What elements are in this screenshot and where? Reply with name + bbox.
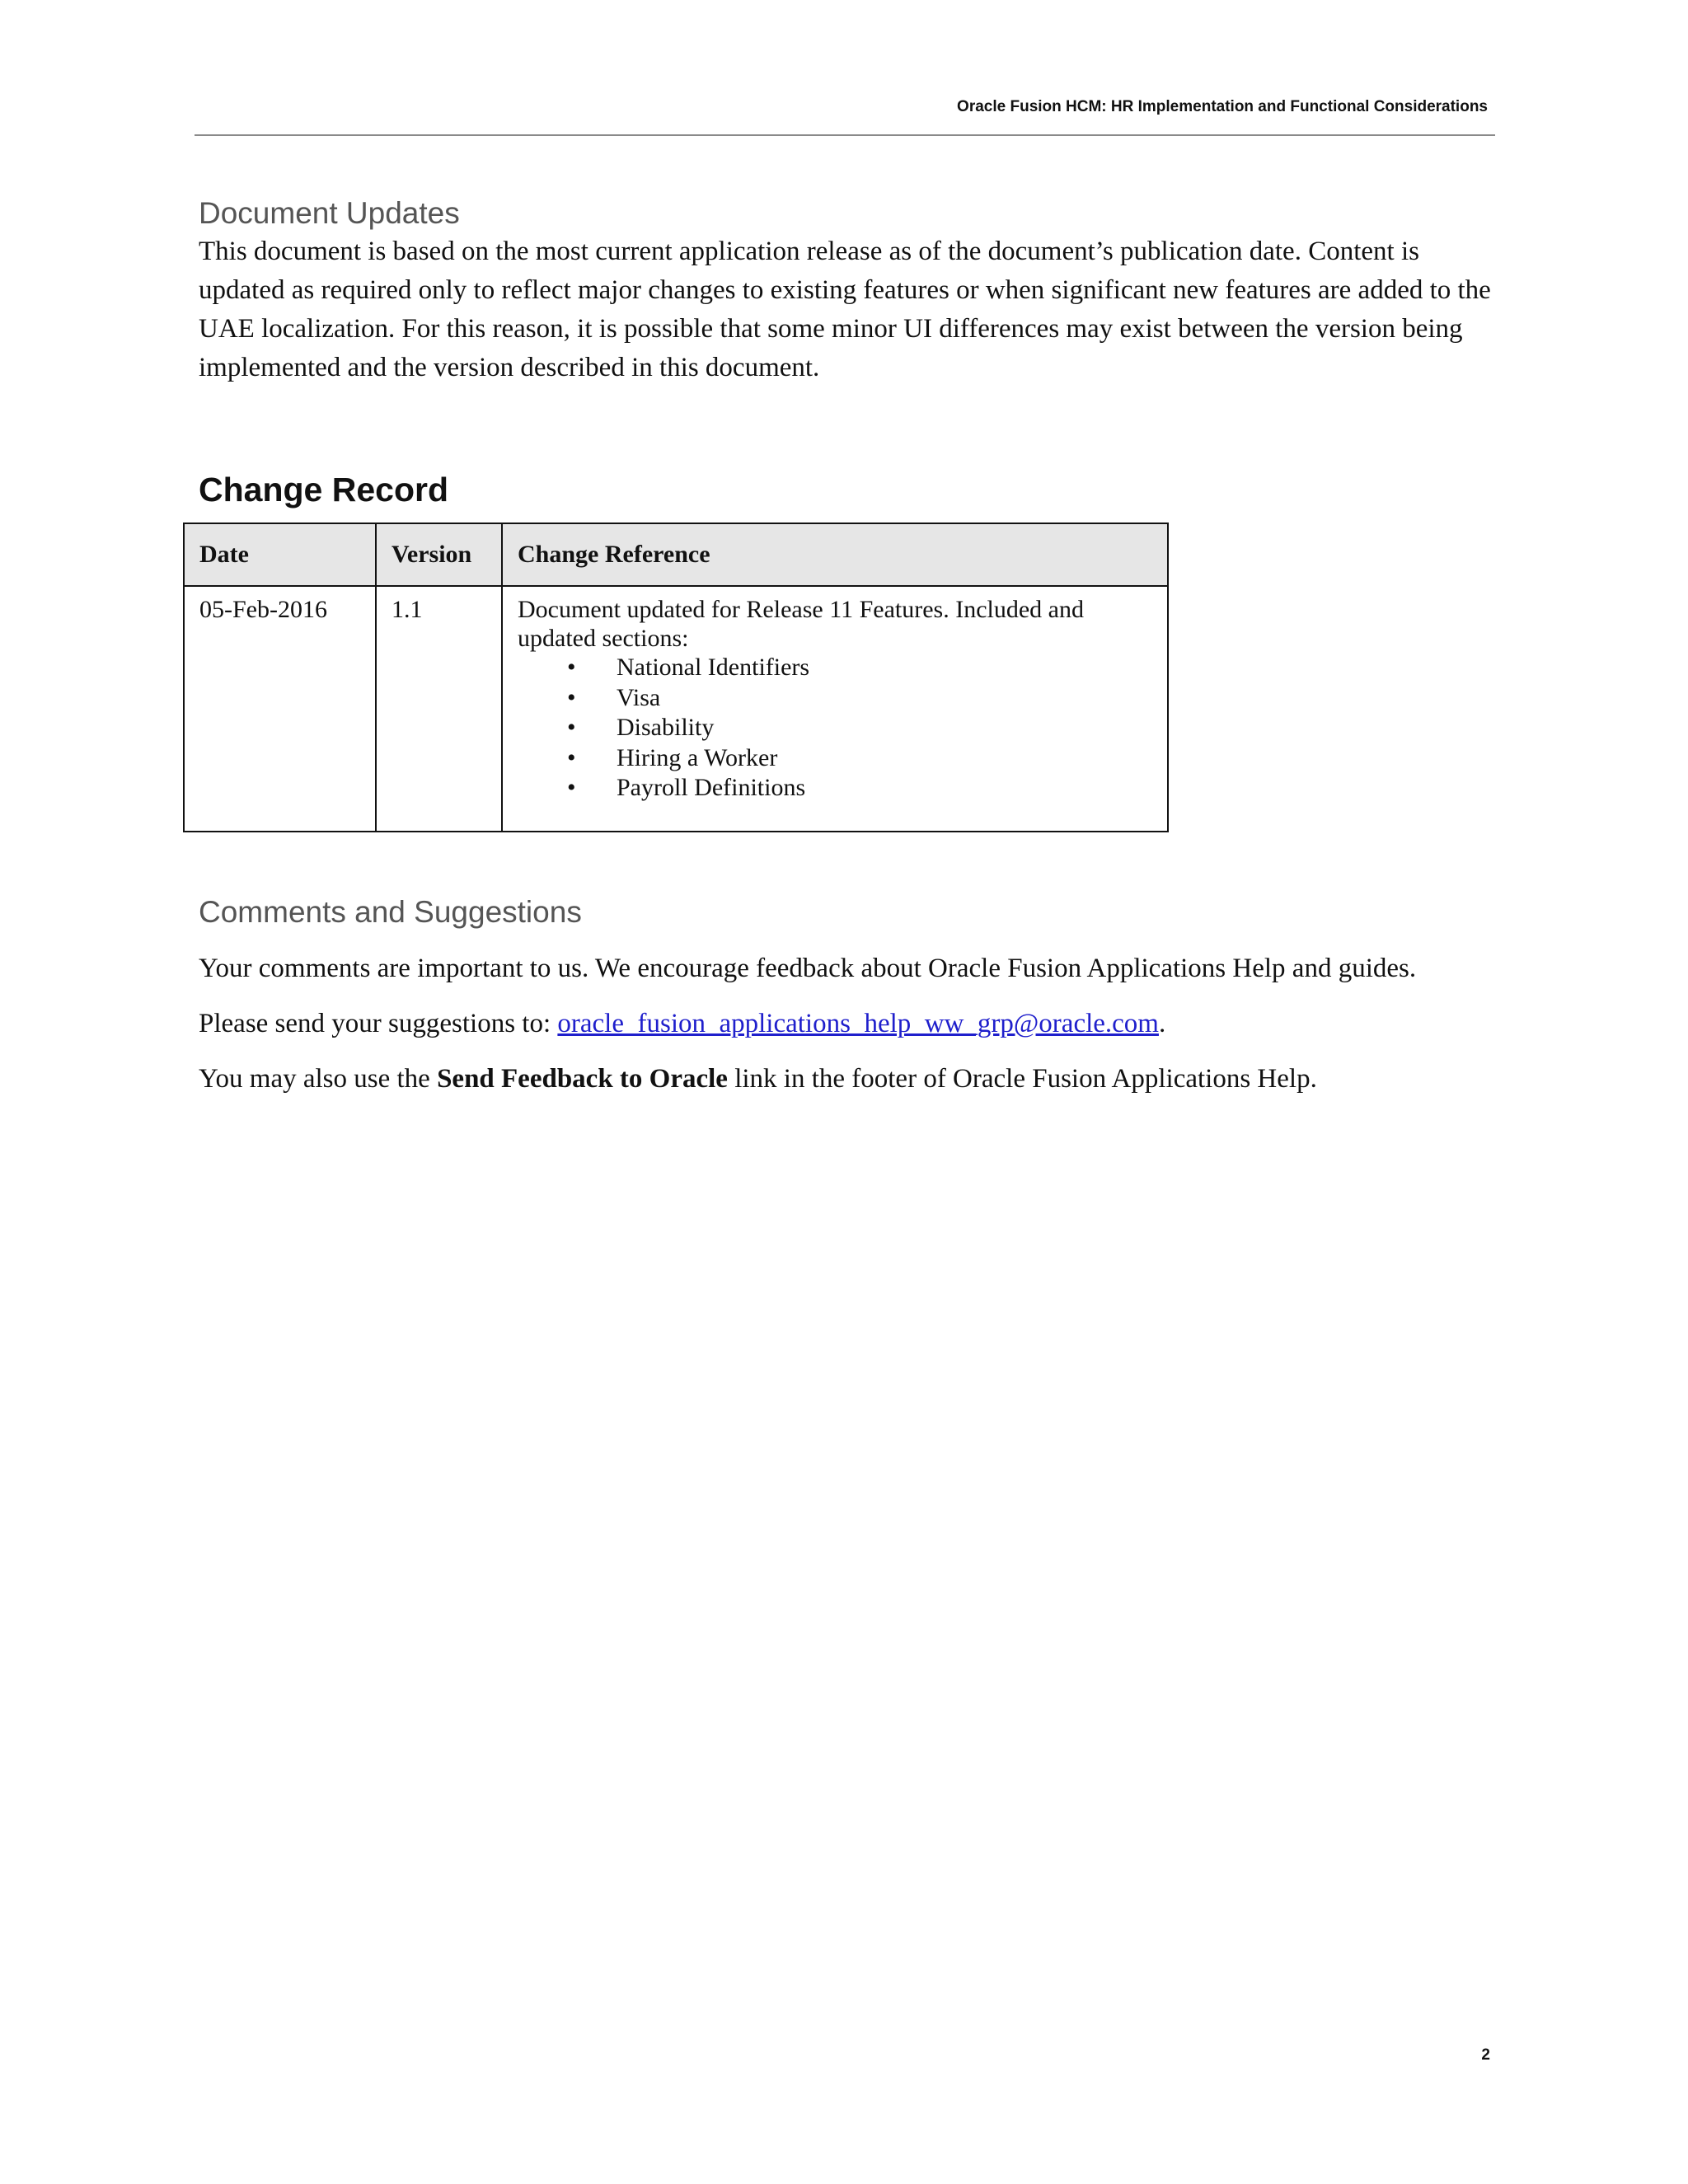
- page-number: 2: [1481, 2046, 1490, 2064]
- cell-change-reference: [502, 586, 1168, 832]
- send-feedback-label: Send Feedback to Oracle: [437, 1064, 728, 1094]
- document-updates-paragraph: This document is based on the most current application release as of the document’s publication date. Content is updated as required only to reflect major changes to existing features or when significant new features are added to the UAE localization. For this reason, it is possible that some minor UI differences may exist between the version being implemented and the version described in this document.: [199, 237, 1491, 382]
- updated-sections-list: [518, 653, 1152, 804]
- feedback-email-link[interactable]: oracle_fusion_applications_help_ww_grp@oracle.com: [557, 1009, 1159, 1038]
- column-header-version: Version: [376, 523, 502, 586]
- column-header-change-reference: Change Reference: [502, 523, 1168, 586]
- list-item: [567, 653, 1152, 683]
- table-header-row: [184, 523, 1168, 586]
- comments-heading: Comments and Suggestions: [199, 895, 582, 929]
- list-item: [567, 773, 1152, 804]
- header-divider: [195, 134, 1495, 136]
- list-item-label: Payroll Definitions: [617, 774, 806, 801]
- bullet-icon: •: [567, 714, 576, 741]
- list-item-label: National Identifiers: [617, 654, 810, 681]
- suggestions-suffix: .: [1158, 1009, 1166, 1038]
- change-record-table: [183, 523, 1169, 832]
- cell-version: 1.1: [376, 586, 502, 832]
- cell-date: 05-Feb-2016: [184, 586, 376, 832]
- comments-paragraph-1: Your comments are important to us. We encourage feedback about Oracle Fusion Applications Help and guides.: [199, 954, 1417, 983]
- change-reference-intro: Document updated for Release 11 Features. Included and updated sections:: [518, 596, 1084, 652]
- bullet-icon: •: [567, 654, 576, 681]
- list-item-label: Visa: [617, 683, 661, 711]
- list-item: [567, 713, 1152, 743]
- table-row: [184, 586, 1168, 832]
- bullet-icon: •: [567, 743, 576, 771]
- bullet-icon: •: [567, 774, 576, 801]
- list-item: [567, 683, 1152, 714]
- feedback-prefix: You may also use the: [199, 1064, 438, 1094]
- list-item-label: Hiring a Worker: [617, 743, 778, 771]
- suggestions-prefix: Please send your suggestions to:: [199, 1009, 558, 1038]
- column-header-date: Date: [184, 523, 376, 586]
- bullet-icon: •: [567, 683, 576, 711]
- change-record-heading: Change Record: [199, 471, 448, 509]
- list-item-label: Disability: [617, 714, 715, 741]
- list-item: [567, 743, 1152, 774]
- comments-paragraph-3: [199, 1060, 1509, 1099]
- running-header-title: Oracle Fusion HCM: HR Implementation and Functional Considerations: [957, 98, 1488, 115]
- comments-paragraph-2: [199, 1005, 1509, 1043]
- feedback-suffix: link in the footer of Oracle Fusion Applications Help.: [727, 1064, 1317, 1094]
- document-updates-heading: Document Updates: [199, 196, 460, 230]
